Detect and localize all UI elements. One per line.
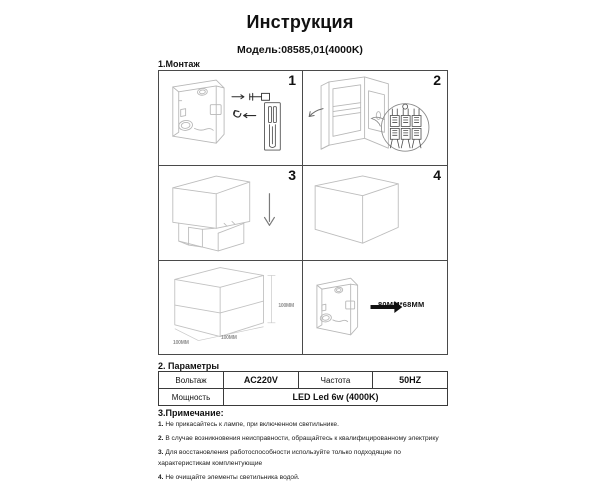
list-item xyxy=(158,420,452,430)
diagram-cell-step-4 xyxy=(303,166,447,261)
bracket-size-label: 80MM*68MM xyxy=(378,300,425,309)
dimension-label-width: 100MM xyxy=(221,335,237,341)
dimension-label-height: 100MM xyxy=(278,303,294,309)
diagram-cell-step-1 xyxy=(159,71,303,166)
bracket-dimensions-icon xyxy=(303,261,447,354)
step-number-2: 2 xyxy=(433,72,441,88)
step-number-4: 4 xyxy=(433,167,441,183)
note-text: Не прикасайтесь к лампе, при включенном светильнике. xyxy=(163,421,339,428)
section-caption-mounting: 1.Монтаж xyxy=(158,59,200,69)
step-number-1: 1 xyxy=(288,72,296,88)
note-text: Не очищайте элементы светильника водой. xyxy=(163,473,300,481)
diagram-cell-step-2 xyxy=(303,71,447,166)
list-item xyxy=(158,473,452,483)
cell-voltage-label: Вольтаж xyxy=(159,372,224,389)
finished-cube-lamp-icon xyxy=(303,166,447,260)
diagram-cell-step-3 xyxy=(159,166,303,261)
model-number: Модель:08585,01(4000K) xyxy=(237,44,363,56)
section-caption-parameters: 2. Параметры xyxy=(158,361,220,371)
lamp-body-mount-arrow-icon xyxy=(159,166,302,260)
table-row-power xyxy=(159,389,448,406)
list-item xyxy=(158,448,452,468)
cell-frequency-value: 50HZ xyxy=(373,372,448,389)
cell-power-label: Мощность xyxy=(159,389,224,406)
note-text: В случае возникновения неисправности, обращайтесь к квалифицированному электрику xyxy=(163,435,439,443)
note-number: 4. xyxy=(158,473,164,481)
cell-power-value: LED Led 6w (4000K) xyxy=(224,389,448,406)
diagram-cell-dimensions-bracket xyxy=(303,261,447,354)
page-title: Инструкция xyxy=(246,12,354,32)
section-caption-notes: 3.Примечание: xyxy=(158,408,224,418)
diagram-cell-dimensions-lamp xyxy=(159,261,303,354)
wall-bracket-screw-icon xyxy=(159,71,302,165)
note-number: 2. xyxy=(158,435,164,443)
lamp-wiring-terminal-icon xyxy=(303,71,447,165)
table-row-voltage xyxy=(159,372,448,389)
cell-voltage-value: AC220V xyxy=(224,372,299,389)
mounting-diagram-grid xyxy=(158,70,448,355)
list-item xyxy=(158,434,452,444)
cell-frequency-label: Частота xyxy=(298,372,373,389)
note-number: 1. xyxy=(158,421,164,428)
note-text: Для восстановления работоспособности используйте только подходящие по характеристикам комплентующие xyxy=(158,449,401,467)
notes-list xyxy=(158,420,452,487)
note-number: 3. xyxy=(158,449,164,457)
parameters-table xyxy=(158,371,448,406)
dimension-label-depth: 100MM xyxy=(173,340,189,346)
step-number-3: 3 xyxy=(288,167,296,183)
